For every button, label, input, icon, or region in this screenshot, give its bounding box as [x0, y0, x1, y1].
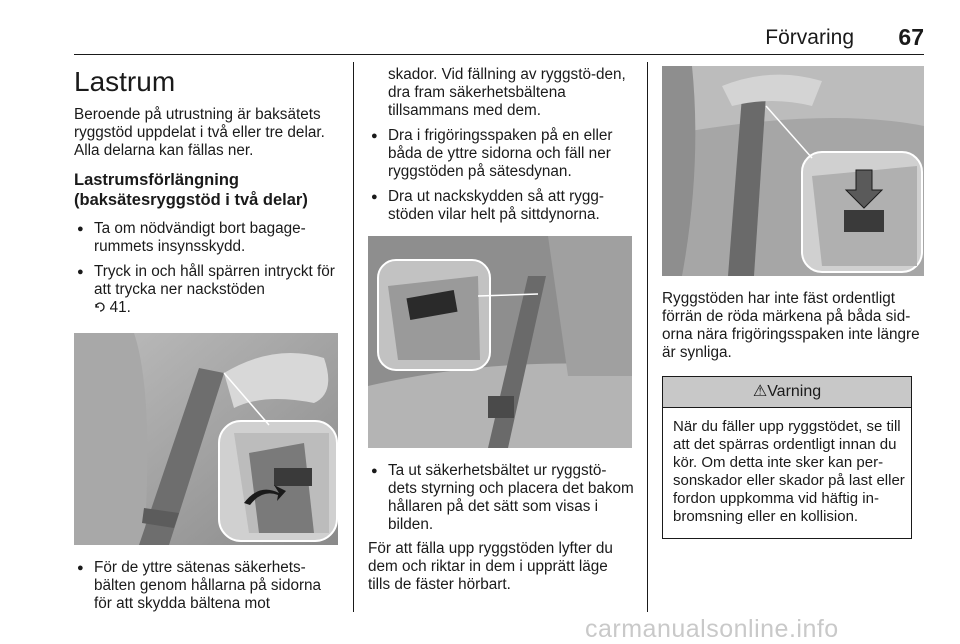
- column-divider-1: [353, 62, 354, 612]
- warning-triangle-icon: ⚠: [752, 383, 768, 400]
- column-2: [368, 66, 634, 594]
- subheading: [74, 170, 342, 210]
- column-3: [662, 66, 924, 539]
- arrow-reference-icon: [94, 300, 110, 315]
- page-number: 67: [898, 24, 924, 50]
- list-item: ● Tryck in och håll spärren intryckt för att trycka ner nackstöden 41.: [74, 263, 342, 317]
- figure-release-lever: [662, 66, 924, 276]
- section-title: Förvaring: [765, 26, 854, 49]
- figure-seatbelt-guide: [368, 236, 632, 448]
- list-item: ● Dra ut nackskydden så att rygg-stöden vilar helt på sittdynorna.: [368, 188, 634, 224]
- list-item: ● För de yttre sätenas säkerhets-bälten genom hållarna på sidorna för att skydda bältena mot: [74, 559, 342, 613]
- closing-paragraph: För att fälla upp ryggstöden lyfter du dem och riktar in dem i upprätt läge tills de fäster hörbart.: [368, 540, 613, 593]
- section-heading: Lastrum: [74, 66, 176, 97]
- page-header: [74, 20, 924, 55]
- list-item: ● Dra i frigöringsspaken på en eller båda de yttre sidorna och fäll ner ryggstöden på sätesdynan.: [368, 127, 634, 181]
- figure-seatback-latch: [74, 333, 338, 545]
- watermark-text: carmanualsonline.info: [585, 615, 839, 643]
- column-divider-2: [647, 62, 648, 612]
- instruction-list-1: [74, 220, 342, 317]
- instruction-list-2: [74, 559, 342, 613]
- warning-text: När du fäller upp ryggstödet, se till att det spärras ordentligt innan du kör. Om detta inte sker kan per-sonskador eller skador på last eller fordon uppkomma vid häftig in-bromsning eller en kollision.: [673, 418, 905, 525]
- release-note-paragraph: Ryggstöden har inte fäst ordentligt förrän de röda märkena på båda sid-orna nära frigöringsspaken inte längre är synliga.: [662, 290, 920, 361]
- warning-box: [662, 376, 912, 539]
- column-1: [74, 66, 342, 613]
- subheading-line-1: Lastrumsförlängning: [74, 171, 240, 189]
- list-item: ● Ta ut säkerhetsbältet ur ryggstö-dets styrning och placera det bakom hållaren på det sätt som visas i bilden.: [368, 462, 634, 534]
- intro-paragraph: Beroende på utrustning är baksätets ryggstöd uppdelat i två eller tre delar. Alla delarna kan fällas ner.: [74, 106, 325, 159]
- page-reference: 41.: [109, 299, 131, 316]
- subheading-line-2: (baksätesryggstöd i två delar): [74, 191, 308, 209]
- continuation-paragraph: skador. Vid fällning av ryggstö-den, dra fram säkerhetsbältena tillsammans med dem.: [388, 66, 626, 119]
- warning-header: [663, 377, 911, 408]
- instruction-list-4: [368, 462, 634, 534]
- list-item: ● Ta om nödvändigt bort bagage-rummets insynsskydd.: [74, 220, 342, 256]
- warning-title: Varning: [767, 383, 822, 400]
- instruction-list-3: [368, 127, 634, 224]
